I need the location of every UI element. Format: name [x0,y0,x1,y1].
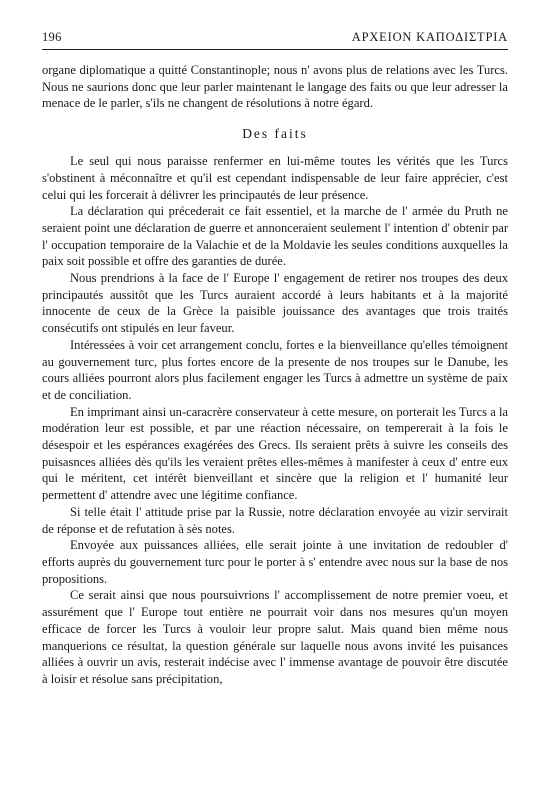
paragraph-4: Intéressées à voir cet arrangement conclu, fortes e la bienveillance qu'elles témoignent au gouvernement turc, plus fortes encore de la presente de nos troupes sur le Danube, les cours alliées pourront alors plus facilement engager les Turcs à admettre un système de paix et de conciliation. [42,337,508,402]
page-header [42,30,508,50]
page-number: 196 [42,30,62,44]
paragraph-6: Si telle était l' attitude prise par la Russie, notre déclaration envoyée au vizir servirait de réponse et de refutation à sès notes. [42,504,508,536]
paragraph-5: En imprimant ainsi un-caracrère conservateur à cette mesure, on porterait les Turcs a la modération leur est possible, et par une réaction nécessaire, on tempererait à la fois le désespoir et les espérances exagérées des Grecs. Ils seraient prêts à suivre les conseils des puisasnces alliées dès qu'ils les veraient prêtes elles-mêmes à manifester à ceux d' entre eux qui le méritent, cet intérêt bienveillant et sincère que la religion et l' humanité leur permettent d' attendre avec une légitime confiance. [42,404,508,503]
paragraph-3: Nous prendrions à la face de l' Europe l' engagement de retirer nos troupes des deux principautés aussitôt que les Turcs auraient accordé à leurs habitants et à la majorité innocente de ceux de la Grèce la paisible jouissance des avantages que trois traités consécutifs ont stipulés en leur faveur. [42,271,508,336]
intro-paragraph: organe diplomatique a quitté Constantinople; nous n' avons plus de relations avec les Turcs. Nous ne saurions donc que leur parler maintenant le langage des faits ou que leur adresser la menace de le parler, s'ils ne changent de résolutions à notre égard. [42,63,508,111]
section-heading: Des faits [242,126,308,142]
running-title: ΑΡΧΕΙΟΝ ΚΑΠΟΔΙΣΤΡΙΑ [351,30,508,44]
paragraph-2: La déclaration qui précederait ce fait essentiel, et la marche de l' armée du Pruth ne seraient point une déclaration de guerre et annonceraient seulement l' intention d' obtenir par l' occupation temporaire de la Valachie et de la Moldavie les seules conditions auxquelles la paix soit possible et offre des garanties de durée. [42,204,508,269]
paragraph-8: Ce serait ainsi que nous poursuivrions l' accomplissement de notre premier voeu, et assurément que l' Europe tout entière ne pourrait voir dans nos mesures qu'un moyen efficace de forcer les Turcs à vouloir leur propre salut. Mais quand bien même nous manquerions ce résultat, la question générale sur laquelle nous avons invité les puisances alliées à ouvrir un avis, resterait indécise avec l' immense avantage de pouvoir être discutée à loisir et résolue sans précipitation, [42,588,508,686]
paragraph-1: Le seul qui nous paraisse renfermer en lui-même toutes les vérités que les Turcs s'obstinent à méconnaître et qu'il est cependant indispensable de leur faire apprécier, c'est celui qui les forcerait à délivrer les principautés de leur présence. [42,154,508,202]
paragraph-7: Envoyée aux puissances alliées, elle serait jointe à une invitation de redoubler d' efforts auprès du gouvernement turc pour le porter à s' entendre avec nous sur la base de nos propositions. [42,538,508,586]
document-page [42,30,508,688]
